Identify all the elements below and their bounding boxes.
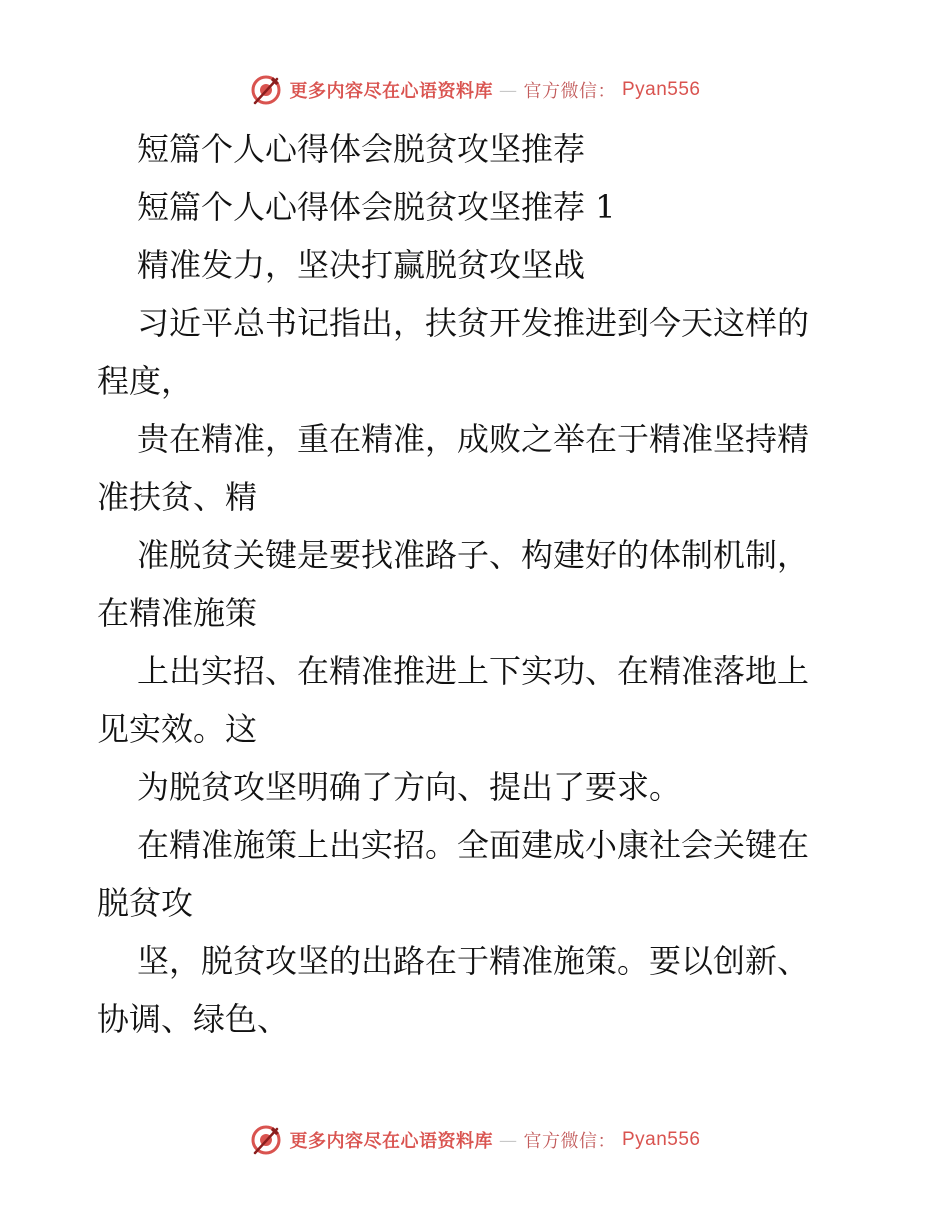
paragraph-line: 在精准施策上出实招。全面建成小康社会关键在 bbox=[137, 826, 810, 864]
footer-separator: — bbox=[498, 1129, 518, 1151]
paragraph-line: 准扶贫、精 bbox=[97, 478, 258, 516]
paragraph-line: 见实效。这 bbox=[97, 710, 258, 748]
header-wechat-handle: Pyan556 bbox=[621, 79, 701, 100]
header-wechat-label: 官方微信： bbox=[523, 81, 616, 102]
footer-wechat-handle: Pyan556 bbox=[621, 1129, 701, 1150]
header-banner bbox=[0, 70, 950, 110]
document-body bbox=[97, 120, 857, 1048]
quill-logo-icon bbox=[249, 73, 283, 107]
paragraph-line: 脱贫攻 bbox=[97, 884, 194, 922]
paragraph-line: 坚，脱贫攻坚的出路在于精准施策。要以创新、 bbox=[137, 942, 810, 980]
document-subtitle: 短篇个人心得体会脱贫攻坚推荐 1 bbox=[137, 188, 616, 226]
paragraph-line: 协调、绿色、 bbox=[97, 1000, 290, 1038]
section-heading: 精准发力，坚决打赢脱贫攻坚战 bbox=[137, 246, 586, 284]
footer-site-text: 更多内容尽在心语资料库 bbox=[289, 1131, 493, 1152]
header-separator: — bbox=[498, 79, 518, 101]
paragraph-line: 准脱贫关键是要找准路子、构建好的体制机制， bbox=[137, 536, 810, 574]
paragraph-line: 程度， bbox=[97, 362, 194, 400]
paragraph-line: 贵在精准，重在精准，成败之举在于精准坚持精 bbox=[137, 420, 810, 458]
footer-wechat-label: 官方微信： bbox=[523, 1131, 616, 1152]
paragraph-line: 上出实招、在精准推进上下实功、在精准落地上 bbox=[137, 652, 810, 690]
paragraph-line: 在精准施策 bbox=[97, 594, 258, 632]
header-site-text: 更多内容尽在心语资料库 bbox=[289, 81, 493, 102]
quill-logo-icon bbox=[249, 1123, 283, 1157]
document-title: 短篇个人心得体会脱贫攻坚推荐 bbox=[137, 130, 586, 168]
paragraph-line: 习近平总书记指出，扶贫开发推进到今天这样的 bbox=[137, 304, 810, 342]
paragraph-line: 为脱贫攻坚明确了方向、提出了要求。 bbox=[137, 768, 682, 806]
footer-banner bbox=[0, 1120, 950, 1160]
